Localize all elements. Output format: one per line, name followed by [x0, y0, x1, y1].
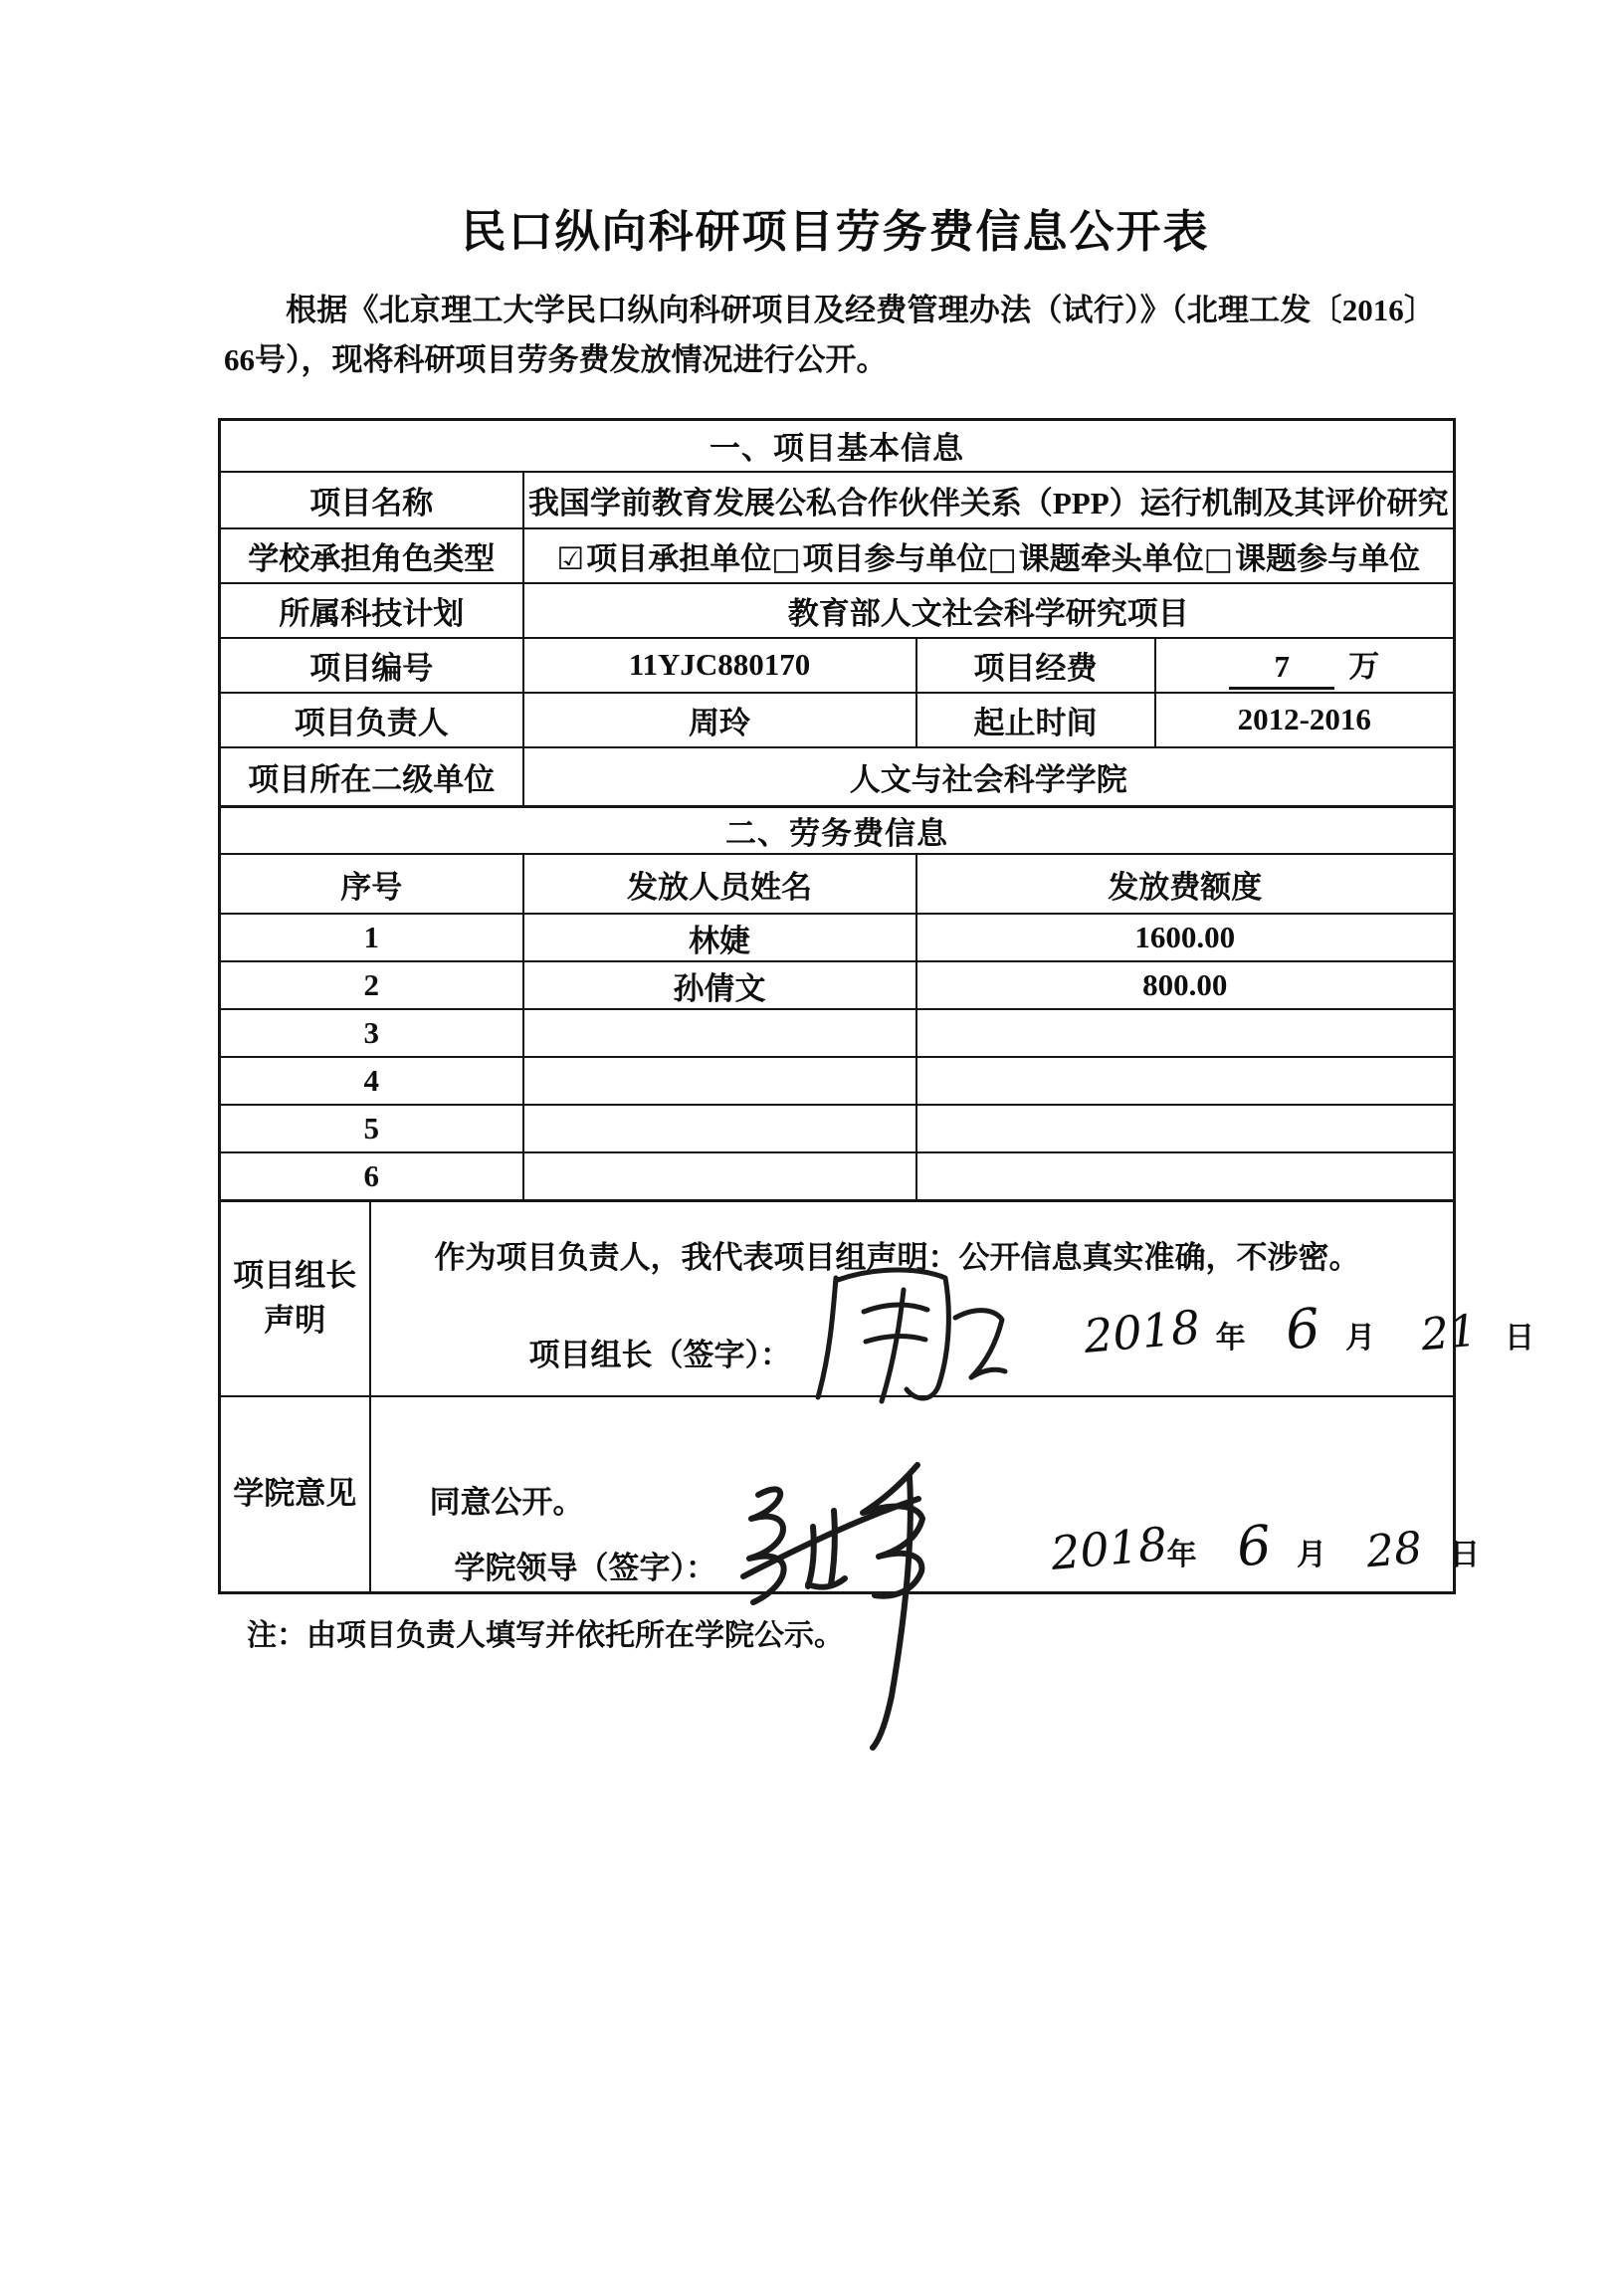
- month-unit: 月: [1344, 1321, 1375, 1355]
- role-option-label: 课题参与单位: [1235, 540, 1421, 576]
- role-option-label: 项目承担单位: [586, 540, 772, 576]
- row-name: [523, 1009, 916, 1057]
- leader-value: 周玲: [523, 693, 916, 747]
- row-name: [523, 1152, 916, 1200]
- project-name-value: 我国学前教育发展公私合作伙伴关系（PPP）运行机制及其评价研究: [523, 472, 1455, 528]
- role-type-value: [523, 528, 1455, 583]
- opinion-statement: 同意公开。: [429, 1485, 584, 1521]
- row-name: 林婕: [523, 914, 916, 961]
- budget-amount: 7: [1229, 649, 1334, 690]
- table-row: [220, 693, 1455, 747]
- document-content: [218, 0, 1534, 1654]
- row-no: 2: [220, 961, 523, 1009]
- plan-label: 所属科技计划: [220, 583, 523, 638]
- project-number-value: 11YJC880170: [523, 638, 916, 693]
- opinion-date: [1048, 1513, 1480, 1581]
- table-row: [220, 583, 1455, 638]
- labor-fee-table: [218, 805, 1456, 1202]
- table-row: [220, 1009, 1455, 1057]
- handwritten-year: 2018: [1048, 1517, 1169, 1581]
- row-no: 1: [220, 914, 523, 961]
- intro-paragraph: 根据《北京理工大学民口纵向科研项目及经费管理办法（试行）》（北理工发〔2016〕66号），现将科研项目劳务费发放情况进行公开。: [224, 293, 1435, 377]
- table-row: [220, 1057, 1455, 1105]
- handwritten-month: 6: [1282, 1296, 1322, 1362]
- role-option-label: 课题牵头单位: [1018, 540, 1204, 576]
- checkbox-icon: □: [1203, 540, 1234, 577]
- plan-value: 教育部人文社会科学研究项目: [523, 583, 1455, 638]
- role-option-label: 项目参与单位: [802, 540, 988, 576]
- period-value: 2012-2016: [1155, 693, 1455, 747]
- budget-unit: 万: [1348, 648, 1380, 684]
- checkbox-checked-icon: ☑: [556, 540, 585, 577]
- unit-value: 人文与社会科学学院: [523, 747, 1455, 807]
- table-row: [220, 747, 1455, 807]
- unit-label: 项目所在二级单位: [220, 747, 523, 807]
- col-header-name: 发放人员姓名: [523, 854, 916, 914]
- role-type-label: 学校承担角色类型: [220, 528, 523, 583]
- col-header-amount: 发放费额度: [916, 854, 1455, 914]
- table-row: [220, 528, 1455, 583]
- opinion-row: [220, 1396, 1455, 1592]
- project-name-label: 项目名称: [220, 472, 523, 528]
- col-header-no: 序号: [220, 854, 523, 914]
- day-unit: 日: [1504, 1321, 1534, 1355]
- section-header-row: [220, 420, 1455, 472]
- page-title: 民口纵向科研项目劳务费信息公开表: [461, 207, 1210, 257]
- budget-value: [1155, 638, 1455, 693]
- year-unit: 年: [1215, 1321, 1246, 1355]
- row-amount: [916, 1057, 1455, 1105]
- footnote: 注：由项目负责人填写并依托所在学院公示。: [247, 1618, 844, 1652]
- opinion-label: 学院意见: [220, 1396, 370, 1592]
- row-name: [523, 1105, 916, 1152]
- handwritten-month: 6: [1233, 1513, 1274, 1579]
- column-header-row: [220, 854, 1455, 914]
- row-amount: [916, 1105, 1455, 1152]
- table-row: [220, 961, 1455, 1009]
- project-number-label: 项目编号: [220, 638, 523, 693]
- row-no: 4: [220, 1057, 523, 1105]
- table-row: [220, 1152, 1455, 1200]
- year-unit: 年: [1166, 1539, 1197, 1572]
- row-amount: [916, 1009, 1455, 1057]
- opinion-cell: [370, 1396, 1480, 1592]
- basic-info-table: [218, 418, 1456, 808]
- table-row: [220, 1105, 1455, 1152]
- checkbox-icon: □: [771, 540, 801, 577]
- checkbox-icon: □: [987, 540, 1017, 577]
- day-unit: 日: [1449, 1539, 1480, 1572]
- row-amount: 800.00: [916, 961, 1455, 1009]
- opinion-sign-label: 学院领导（签字）：: [454, 1551, 716, 1586]
- declaration-cell: [370, 1200, 1534, 1396]
- declaration-sign-label: 项目组长（签字）：: [528, 1337, 791, 1372]
- month-unit: 月: [1296, 1539, 1326, 1572]
- section-title-labor-fee: 二、劳务费信息: [220, 807, 1455, 855]
- section-title-basic-info: 一、项目基本信息: [220, 420, 1455, 472]
- leader-label: 项目负责人: [220, 693, 523, 747]
- declaration-row: [220, 1200, 1455, 1396]
- row-no: 6: [220, 1152, 523, 1200]
- signoff-table: [218, 1199, 1534, 1594]
- budget-label: 项目经费: [916, 638, 1155, 693]
- row-name: [523, 1057, 916, 1105]
- handwritten-year: 2018: [1081, 1299, 1202, 1363]
- section-header-row: [220, 807, 1455, 855]
- declaration-statement: 作为项目负责人，我代表项目组声明：公开信息真实准确，不涉密。: [434, 1239, 1360, 1275]
- declaration-date: [1081, 1296, 1534, 1363]
- project-leader-signature: [806, 1260, 1015, 1409]
- row-no: 5: [220, 1105, 523, 1152]
- period-label: 起止时间: [916, 693, 1155, 747]
- row-amount: [916, 1152, 1455, 1200]
- handwritten-day: 21: [1418, 1305, 1480, 1361]
- handwritten-day: 28: [1363, 1522, 1425, 1578]
- dean-signature: [713, 1455, 952, 1754]
- row-name: 孙倩文: [523, 961, 916, 1009]
- table-row: [220, 472, 1455, 528]
- table-row: [220, 914, 1455, 961]
- row-no: 3: [220, 1009, 523, 1057]
- table-row: [220, 638, 1455, 693]
- declaration-label: 项目组长声明: [220, 1200, 370, 1396]
- row-amount: 1600.00: [916, 914, 1455, 961]
